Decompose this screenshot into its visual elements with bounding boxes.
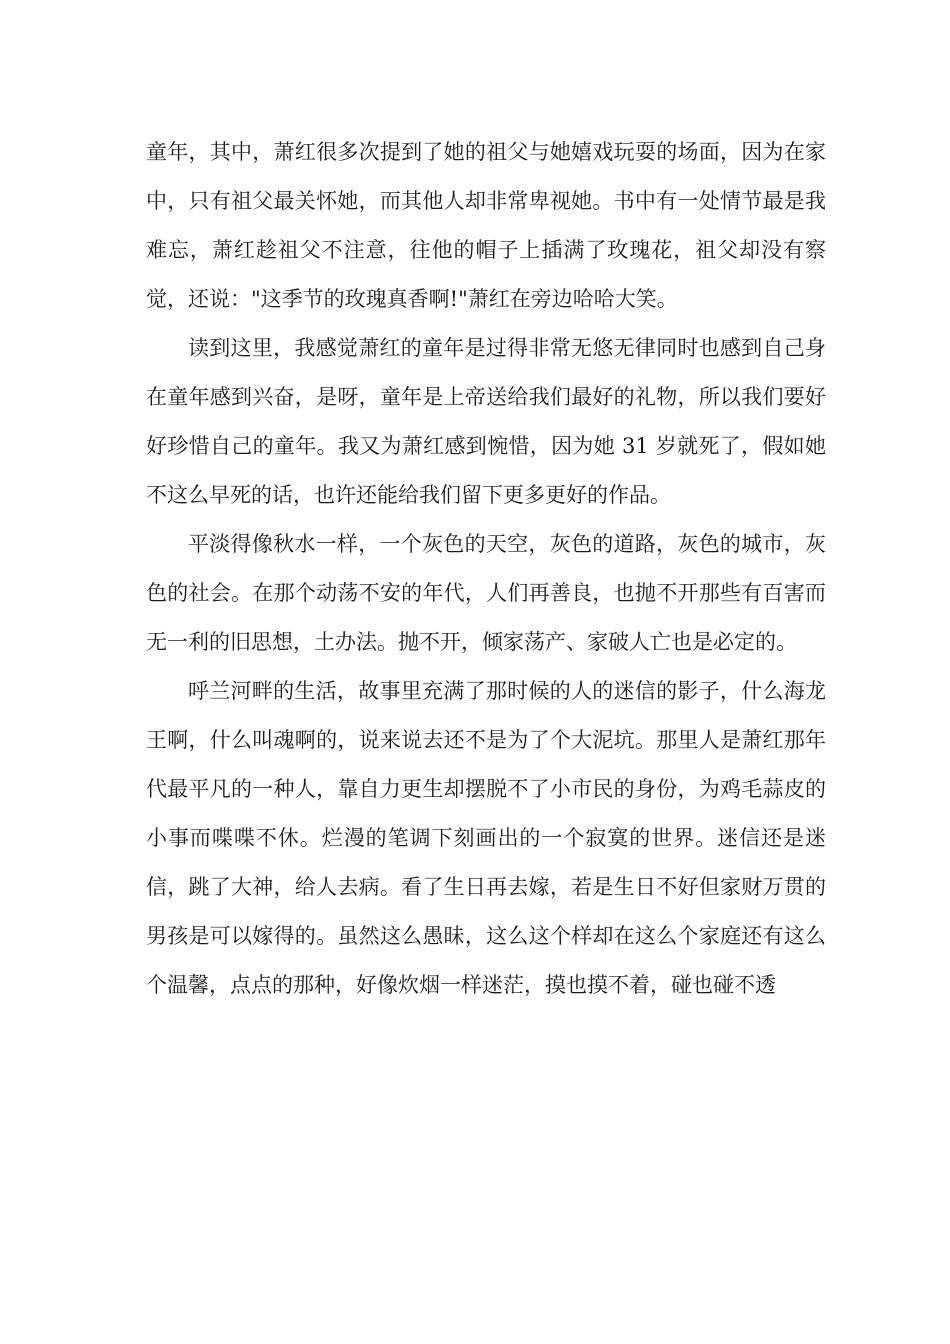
body-text	[146, 128, 826, 1010]
paragraph-1: 童年，其中，萧红很多次提到了她的祖父与她嬉戏玩耍的场面，因为在家中，只有祖父最关怀她，而其他人却非常卑视她。书中有一处情节最是我难忘，萧红趁祖父不注意，往他的帽子上插满了玫瑰花，祖父却没有察觉，还说："这季节的玫瑰真香啊!"萧红在旁边哈哈大笑。	[146, 140, 826, 311]
paragraph-3: 平淡得像秋水一样，一个灰色的天空，灰色的道路，灰色的城市，灰色的社会。在那个动荡不安的年代，人们再善良，也抛不开那些有百害而无一利的旧思想，土办法。抛不开，倾家荡产、家破人亡也是必定的。	[146, 532, 826, 654]
paragraph-2: 读到这里，我感觉萧红的童年是过得非常无悠无律同时也感到自己身在童年感到兴奋，是呀，童年是上帝送给我们最好的礼物，所以我们要好好珍惜自己的童年。我又为萧红感到惋惜，因为她 31 岁就死了，假如她不这么早死的话，也许还能给我们留下更多更好的作品。	[146, 336, 826, 507]
paragraph-4: 呼兰河畔的生活，故事里充满了那时候的人的迷信的影子，什么海龙王啊，什么叫魂啊的，说来说去还不是为了个大泥坑。那里人是萧红那年代最平凡的一种人，靠自力更生却摆脱不了小市民的身份，为鸡毛蒜皮的小事而喋喋不休。烂漫的笔调下刻画出的一个寂寞的世界。迷信还是迷信，跳了大神，给人去病。看了生日再去嫁，若是生日不好但家财万贯的男孩是可以嫁得的。虽然这么愚昧，这么这个样却在这么个家庭还有这么个温馨，点点的那种，好像炊烟一样迷茫，摸也摸不着，碰也碰不透	[146, 679, 826, 997]
